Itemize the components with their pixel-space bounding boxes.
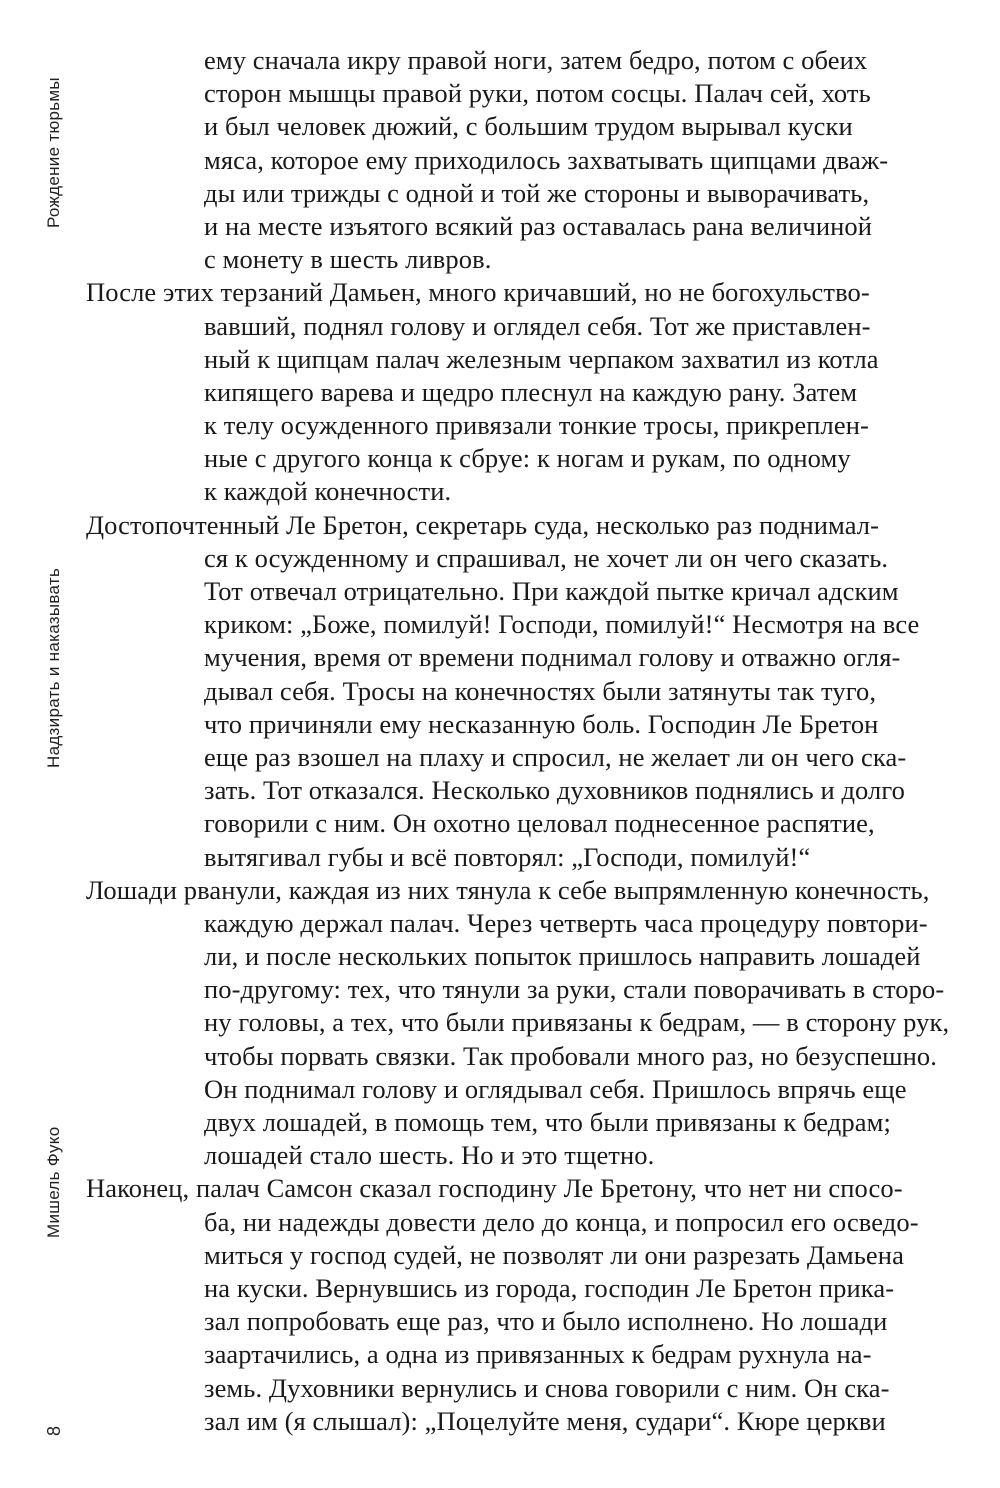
text-line: ему сначала икру правой ноги, затем бедро, потом с обеих: [204, 45, 868, 75]
text-line: заартачились, а одна из привязанных к бедрам рухнула на-: [204, 1339, 872, 1370]
text-line: еще раз взошел на плаху и спросил, не желает ли он чего ска-: [204, 741, 907, 772]
text-line: мучения, время от времени поднимал голову и отважно огля-: [204, 642, 901, 673]
text-line: кипящего варева и щедро плеснул на каждую рану. Затем: [204, 376, 858, 407]
text-line: по-другому: тех, что тянули за руки, стали поворачивать в сторо-: [204, 974, 945, 1005]
text-line: зать. Тот отказался. Несколько духовников поднялись и долго: [204, 775, 906, 806]
text-line: зал попробовать еще раз, что и было исполнено. Но лошади: [204, 1306, 888, 1337]
text-line: на куски. Вернувшись из города, господин Ле Бретон прика-: [204, 1272, 895, 1303]
text-line: чтобы порвать связки. Так пробовали много раз, но безуспешно.: [204, 1040, 937, 1071]
text-line: и на месте изъятого всякий раз оставалась рана величиной: [204, 210, 873, 241]
page-number: 8: [44, 1425, 64, 1436]
text-line: зал им (я слышал): „Поцелуйте меня, судари“. Кюре церкви: [204, 1405, 886, 1436]
running-head-section-title: Надзирать и наказывать: [44, 567, 63, 768]
paragraph-4: [86, 874, 976, 1173]
running-head-author: Мишель Фуко: [44, 1126, 63, 1238]
text-line: дывал себя. Тросы на конечностях были затянуты так туго,: [204, 675, 877, 706]
text-line: двух лошадей, в помощь тем, что были привязаны к бедрам;: [204, 1107, 891, 1137]
text-line: каждую держал палач. Через четверть часа процедуру повтори-: [204, 907, 928, 938]
text-line: ну головы, а тех, что были привязаны к бедрам, — в сторону рук,: [204, 1007, 950, 1038]
text-line: говорили с ним. Он охотно целовал поднесенное распятие,: [204, 808, 875, 839]
text-line: ды или трижды с одной и той же стороны и выворачивать,: [204, 177, 870, 208]
text-line: Он поднимал голову и оглядывал себя. Пришлось впрячь еще: [204, 1073, 907, 1104]
text-line: ные с другого конца к сбруе: к ногам и рукам, по одному: [204, 443, 851, 474]
paragraph-5: [86, 1172, 976, 1438]
text-line: криком: „Боже, помилуй! Господи, помилуй!“ Несмотря на все: [204, 609, 920, 640]
text-line: вавший, поднял голову и оглядел себя. Тот же приставлен-: [204, 310, 871, 341]
text-line: ба, ни надежды довести дело до конца, и попросил его осведо-: [204, 1206, 919, 1237]
text-line: к телу осужденного привязали тонкие тросы, прикреплен-: [204, 410, 869, 441]
text-line: ный к щипцам палач железным черпаком захватил из котла: [204, 343, 879, 374]
text-line: ся к осужденному и спрашивал, не хочет ли он чего сказать.: [204, 542, 889, 573]
text-line: что причиняли ему несказанную боль. Господин Ле Бретон: [204, 708, 879, 739]
text-line: с монету в шесть ливров.: [204, 244, 492, 275]
paragraph-2: [86, 276, 976, 508]
text-line: Лошади рванули, каждая из них тянула к себе выпрямленную конечность,: [86, 874, 930, 905]
text-line: мяса, которое ему приходилось захватывать щипцами дваж-: [204, 144, 889, 175]
text-line: После этих терзаний Дамьен, много кричавший, но не богохульство-: [86, 277, 870, 308]
text-line: к каждой конечности.: [204, 476, 452, 507]
text-line: Наконец, палач Самсон сказал господину Ле Бретону, что нет ни спосо-: [86, 1173, 903, 1204]
text-line: и был человек дюжий, с большим трудом вырывал куски: [204, 111, 853, 142]
paragraph-1: [86, 44, 976, 276]
text-line: земь. Духовники вернулись и снова говорили с ним. Он ска-: [204, 1372, 890, 1403]
text-line: вытягивал губы и всё повторял: „Господи, помилуй!“: [204, 841, 811, 872]
paragraph-3: [86, 509, 976, 874]
text-line: Достопочтенный Ле Бретон, секретарь суда, несколько раз поднимал-: [86, 509, 880, 540]
body-text: [86, 44, 976, 1438]
text-line: сторон мышцы правой руки, потом сосцы. Палач сей, хоть: [204, 78, 871, 109]
text-line: лошадей стало шесть. Но и это тщетно.: [204, 1140, 655, 1171]
text-line: Тот отвечал отрицательно. При каждой пытке кричал адским: [204, 576, 899, 606]
text-line: миться у господ судей, не позволят ли они разрезать Дамьена: [204, 1239, 904, 1270]
text-line: ли, и после нескольких попыток пришлось направить лошадей: [204, 941, 921, 972]
running-head-book-title: Рождение тюрьмы: [44, 77, 63, 228]
